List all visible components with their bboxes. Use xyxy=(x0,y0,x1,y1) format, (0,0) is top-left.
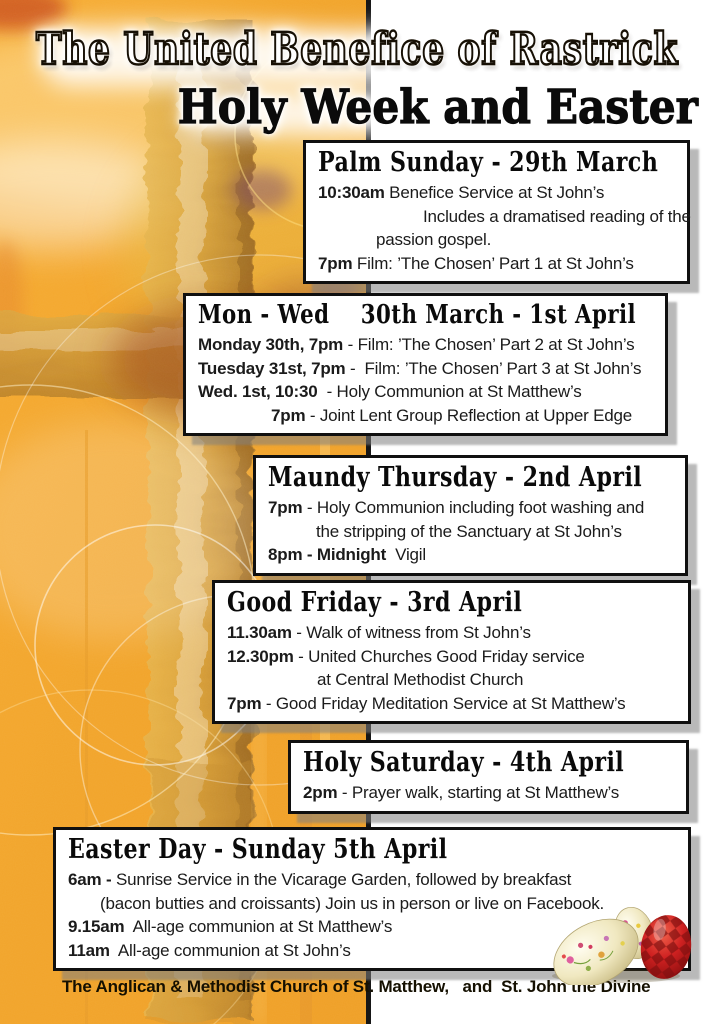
poster-title: The United Benefice of Rastrick xyxy=(36,24,679,75)
event-heading: Good Friday - 3rd April xyxy=(227,587,523,618)
event-line: passion gospel. xyxy=(376,230,492,250)
event-line: 7pm - Good Friday Meditation Service at St Matthew’s xyxy=(227,693,626,713)
event-line: 10:30am Benefice Service at St John’s xyxy=(318,183,605,203)
event-line: 11am All-age communion at St John’s xyxy=(68,940,351,960)
event-box-holy-saturday xyxy=(288,740,689,814)
event-line: Includes a dramatised reading of the xyxy=(423,206,691,226)
event-heading: Palm Sunday - 29th March xyxy=(318,147,659,178)
event-lines xyxy=(303,781,674,805)
event-box-palm-sunday xyxy=(303,140,690,284)
event-line: the stripping of the Sanctuary at St John’s xyxy=(316,521,622,541)
event-line: 2pm - Prayer walk, starting at St Matthew’s xyxy=(303,783,620,803)
event-line: 7pm Film: ’The Chosen’ Part 1 at St John’s xyxy=(318,253,634,273)
event-line: 7pm - Holy Communion including foot washing and xyxy=(268,498,645,518)
event-lines xyxy=(318,181,691,275)
event-line: 6am - Sunrise Service in the Vicarage Garden, followed by breakfast xyxy=(68,870,572,890)
event-heading: Mon - Wed 30th March - 1st April xyxy=(198,300,636,330)
event-line: Tuesday 31st, 7pm - Film: ’The Chosen’ Part 3 at St John’s xyxy=(198,358,642,378)
footer-text: The Anglican & Methodist Church of St. Matthew, and St. John the Divine xyxy=(62,977,651,996)
event-line: Wed. 1st, 10:30 - Holy Communion at St Matthew’s xyxy=(198,382,582,402)
event-line: (bacon butties and croissants) Join us in person or live on Facebook. xyxy=(100,893,605,913)
event-line: Monday 30th, 7pm - Film: ’The Chosen’ Part 2 at St John’s xyxy=(198,335,635,355)
event-heading: Easter Day - Sunday 5th April xyxy=(68,834,448,865)
event-lines xyxy=(198,333,653,427)
event-lines xyxy=(227,621,676,715)
event-heading: Maundy Thursday - 2nd April xyxy=(268,462,643,493)
event-box-maundy-thursday xyxy=(253,455,688,576)
event-box-mon-wed xyxy=(183,293,668,436)
event-lines xyxy=(268,496,673,567)
event-line: 8pm - Midnight Vigil xyxy=(268,545,426,565)
event-heading: Holy Saturday - 4th April xyxy=(303,747,625,778)
event-line: 9.15am All-age communion at St Matthew’s xyxy=(68,917,393,937)
poster-subtitle: Holy Week and Easter xyxy=(177,80,698,135)
event-box-good-friday xyxy=(212,580,691,724)
event-line: at Central Methodist Church xyxy=(317,670,524,690)
event-line: 11.30am - Walk of witness from St John’s xyxy=(227,623,531,643)
event-line: 12.30pm - United Churches Good Friday service xyxy=(227,646,585,666)
event-line: 7pm - Joint Lent Group Reflection at Upper Edge xyxy=(271,405,633,425)
easter-eggs-icon xyxy=(536,901,698,985)
